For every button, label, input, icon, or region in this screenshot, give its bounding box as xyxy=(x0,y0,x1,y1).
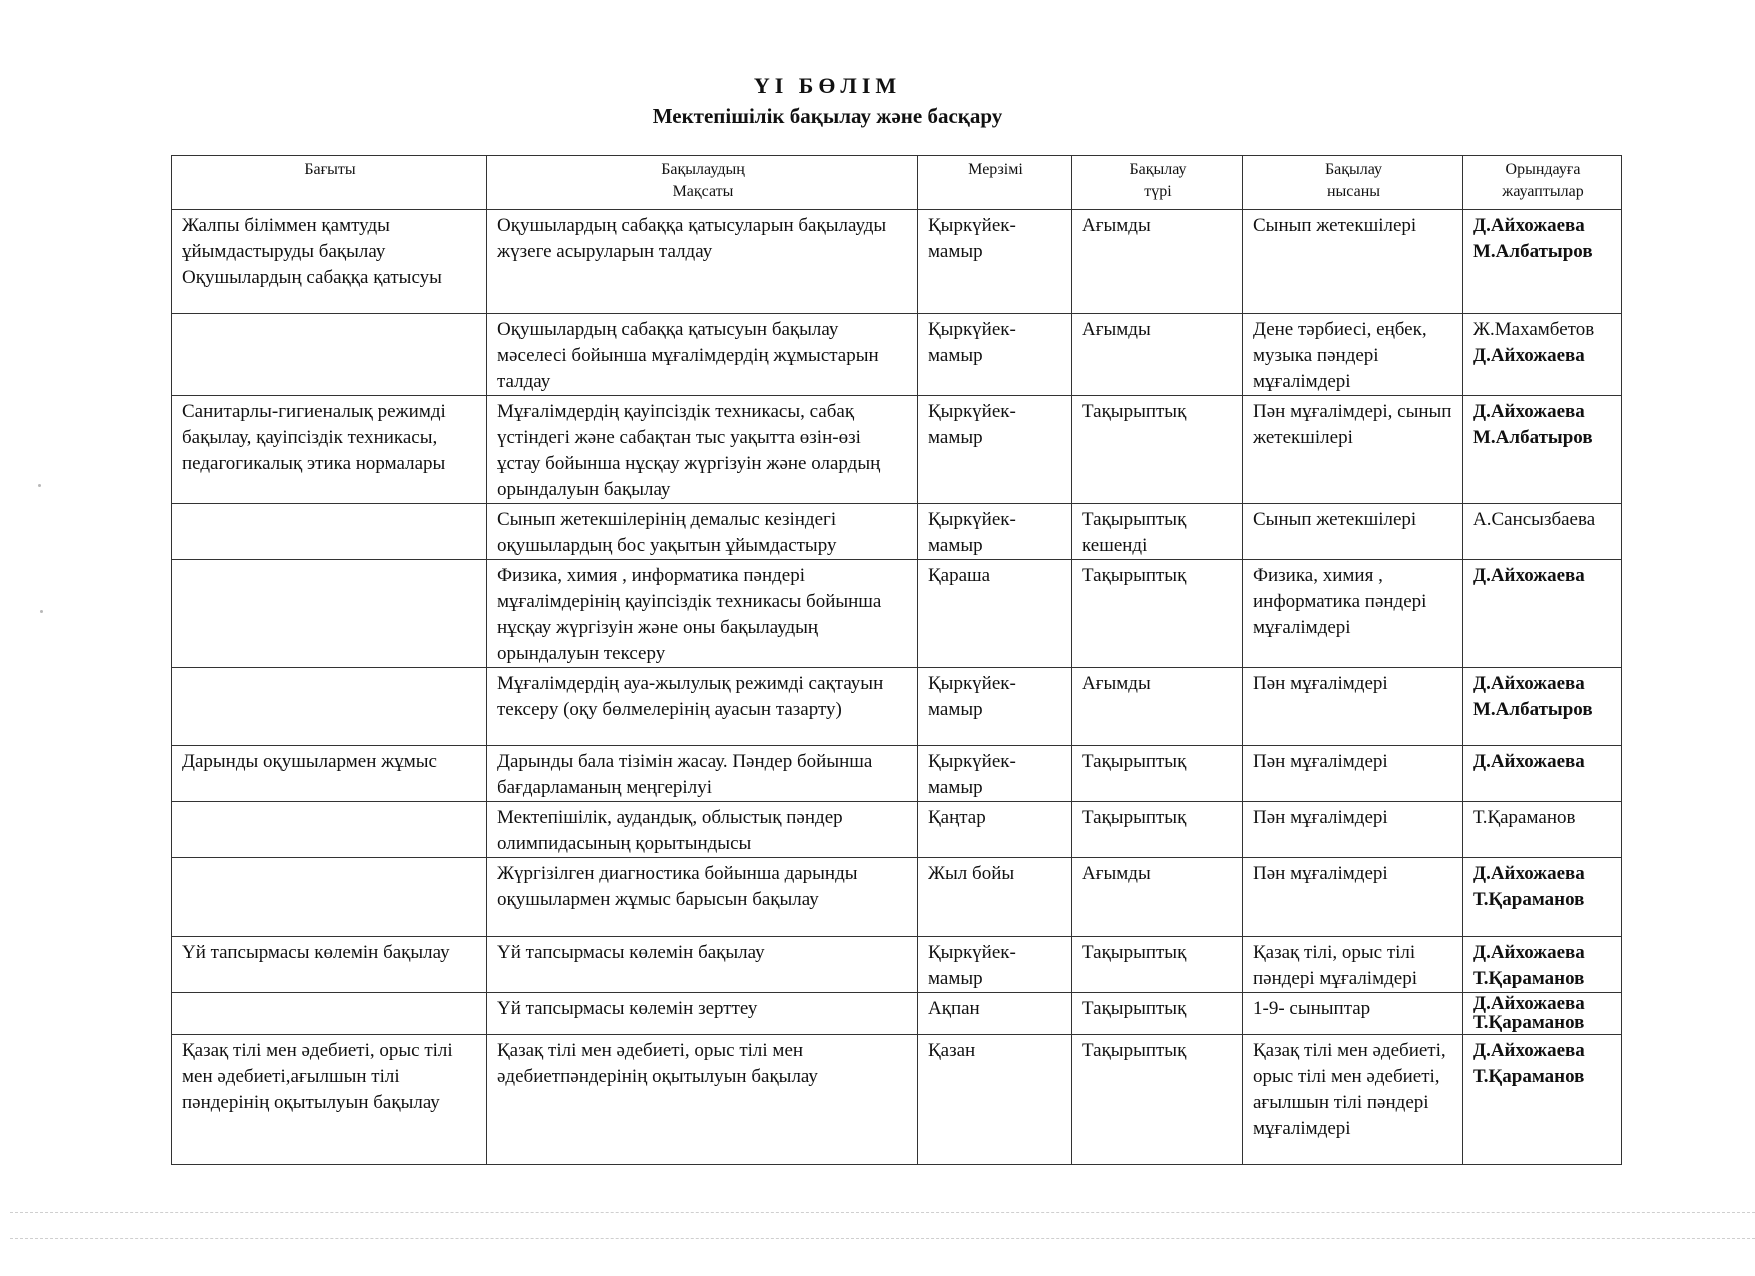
cell-responsible: Ж.Махамбетов Д.Айхожаева xyxy=(1463,314,1622,396)
document-heading xyxy=(0,72,1655,130)
cell-responsible: А.Сансызбаева xyxy=(1463,504,1622,560)
cell-responsible: Д.Айхожаева М.Албатыров xyxy=(1463,396,1622,504)
cell-direction xyxy=(172,802,487,858)
cell-type: Тақырыптық кешенді xyxy=(1072,504,1243,560)
table-row xyxy=(172,314,1622,396)
cell-term: Қыркүйек-мамыр xyxy=(918,937,1072,993)
cell-term: Ақпан xyxy=(918,993,1072,1035)
cell-term: Жыл бойы xyxy=(918,858,1072,937)
cell-object: Сынып жетекшілері xyxy=(1243,210,1463,314)
table-row xyxy=(172,993,1622,1035)
cell-term: Қазан xyxy=(918,1035,1072,1165)
cell-goal: Қазақ тілі мен әдебиеті, орыс тілі мен әдебиетпәндерінің оқытылуын бақылау xyxy=(487,1035,918,1165)
cell-responsible: Д.Айхожаева Т.Қараманов xyxy=(1463,993,1622,1035)
cell-responsible: Т.Қараманов xyxy=(1463,802,1622,858)
cell-object: Пән мұғалімдері xyxy=(1243,858,1463,937)
cell-responsible: Д.Айхожаева Т.Қараманов xyxy=(1463,937,1622,993)
section-title: ҮІ БӨЛІМ xyxy=(753,73,902,98)
cell-type: Тақырыптық xyxy=(1072,396,1243,504)
header-responsible: Орындауға жауаптылар xyxy=(1463,156,1622,210)
header-direction: Бағыты xyxy=(172,156,487,210)
cell-object: Пән мұғалімдері xyxy=(1243,668,1463,746)
cell-goal: Үй тапсырмасы көлемін бақылау xyxy=(487,937,918,993)
cell-direction: Жалпы біліммен қамтуды ұйымдастыруды бақылау Оқушылардың сабаққа қатысуы xyxy=(172,210,487,314)
cell-goal: Жүргізілген диагностика бойынша дарынды оқушылармен жұмыс барысын бақылау xyxy=(487,858,918,937)
cell-object: Қазақ тілі мен әдебиеті, орыс тілі мен әдебиеті, ағылшын тілі пәндері мұғалімдері xyxy=(1243,1035,1463,1165)
cell-direction xyxy=(172,668,487,746)
cell-direction xyxy=(172,858,487,937)
header-type: Бақылау түрі xyxy=(1072,156,1243,210)
cell-term: Қыркүйек-мамыр xyxy=(918,504,1072,560)
table-row xyxy=(172,1035,1622,1165)
cell-type: Тақырыптық xyxy=(1072,802,1243,858)
cell-goal: Үй тапсырмасы көлемін зерттеу xyxy=(487,993,918,1035)
cell-type: Ағымды xyxy=(1072,858,1243,937)
cell-goal: Дарынды бала тізімін жасау. Пәндер бойынша бағдарламаның меңгерілуі xyxy=(487,746,918,802)
cell-goal: Мектепішілік, аудандық, облыстық пәндер олимпидасының қорытындысы xyxy=(487,802,918,858)
cell-term: Қыркүйек-мамыр xyxy=(918,668,1072,746)
cell-object: Физика, химия , информатика пәндері мұғалімдері xyxy=(1243,560,1463,668)
cell-type: Тақырыптық xyxy=(1072,937,1243,993)
cell-type: Тақырыптық xyxy=(1072,746,1243,802)
cell-object: Пән мұғалімдері xyxy=(1243,802,1463,858)
table-row xyxy=(172,858,1622,937)
cell-term: Қыркүйек-мамыр xyxy=(918,210,1072,314)
cell-direction xyxy=(172,504,487,560)
cell-term: Қаңтар xyxy=(918,802,1072,858)
cell-type: Ағымды xyxy=(1072,668,1243,746)
cell-direction: Дарынды оқушылармен жұмыс xyxy=(172,746,487,802)
section-subtitle: Мектепішілік бақылау және басқару xyxy=(652,104,1003,128)
cell-direction xyxy=(172,560,487,668)
table-row xyxy=(172,504,1622,560)
cell-goal: Сынып жетекшілерінің демалыс кезіндегі оқушылардың бос уақытын ұйымдастыру xyxy=(487,504,918,560)
table-row xyxy=(172,396,1622,504)
cell-term: Қыркүйек-мамыр xyxy=(918,746,1072,802)
cell-direction xyxy=(172,993,487,1035)
cell-type: Ағымды xyxy=(1072,210,1243,314)
table-row xyxy=(172,210,1622,314)
cell-direction xyxy=(172,314,487,396)
table-row xyxy=(172,560,1622,668)
cell-type: Тақырыптық xyxy=(1072,993,1243,1035)
header-goal: Бақылаудың Мақсаты xyxy=(487,156,918,210)
cell-responsible: Д.Айхожаева Т.Қараманов xyxy=(1463,858,1622,937)
header-object: Бақылау нысаны xyxy=(1243,156,1463,210)
cell-responsible: Д.Айхожаева xyxy=(1463,560,1622,668)
cell-responsible: Д.Айхожаева Т.Қараманов xyxy=(1463,1035,1622,1165)
scan-artifact-line xyxy=(10,1238,1755,1239)
cell-type: Тақырыптық xyxy=(1072,1035,1243,1165)
cell-goal: Мұғалімдердің қауіпсіздік техникасы, сабақ үстіндегі және сабақтан тыс уақытта өзін-өзі ұстау бойынша нұсқау жүргізуін және олардың орындалуын бақылау xyxy=(487,396,918,504)
cell-goal: Физика, химия , информатика пәндері мұғалімдерінің қауіпсіздік техникасы бойынша нұсқау жүргізуін және оны бақылаудың орындалуын тексеру xyxy=(487,560,918,668)
cell-direction: Қазақ тілі мен әдебиеті, орыс тілі мен әдебиеті,ағылшын тілі пәндерінің оқытылуын бақылау xyxy=(172,1035,487,1165)
cell-object: Сынып жетекшілері xyxy=(1243,504,1463,560)
table-row xyxy=(172,668,1622,746)
cell-goal: Оқушылардың сабаққа қатысуын бақылау мәселесі бойынша мұғалімдердің жұмыстарын талдау xyxy=(487,314,918,396)
scan-artifact-line xyxy=(10,1212,1755,1213)
table-header-row xyxy=(172,156,1622,210)
cell-term: Қыркүйек-мамыр xyxy=(918,396,1072,504)
cell-direction: Санитарлы-гигиеналық режимді бақылау, қауіпсіздік техникасы, педагогикалық этика нормалары xyxy=(172,396,487,504)
scan-speck xyxy=(40,610,43,613)
cell-object: Дене тәрбиесі, еңбек, музыка пәндері мұғалімдері xyxy=(1243,314,1463,396)
table-row xyxy=(172,746,1622,802)
cell-term: Қараша xyxy=(918,560,1072,668)
table-row xyxy=(172,802,1622,858)
cell-type: Ағымды xyxy=(1072,314,1243,396)
cell-direction: Үй тапсырмасы көлемін бақылау xyxy=(172,937,487,993)
cell-type: Тақырыптық xyxy=(1072,560,1243,668)
cell-goal: Мұғалімдердің ауа-жылулық режимді сақтауын тексеру (оқу бөлмелерінің ауасын тазарту) xyxy=(487,668,918,746)
control-plan-table xyxy=(171,155,1622,1165)
scan-speck xyxy=(38,484,41,487)
cell-object: Пән мұғалімдері, сынып жетекшілері xyxy=(1243,396,1463,504)
cell-term: Қыркүйек-мамыр xyxy=(918,314,1072,396)
cell-object: Қазақ тілі, орыс тілі пәндері мұғалімдері xyxy=(1243,937,1463,993)
header-term: Мерзімі xyxy=(918,156,1072,210)
cell-responsible: Д.Айхожаева М.Албатыров xyxy=(1463,210,1622,314)
cell-goal: Оқушылардың сабаққа қатысуларын бақылауды жүзеге асыруларын талдау xyxy=(487,210,918,314)
cell-responsible: Д.Айхожаева М.Албатыров xyxy=(1463,668,1622,746)
cell-responsible: Д.Айхожаева xyxy=(1463,746,1622,802)
cell-object: Пән мұғалімдері xyxy=(1243,746,1463,802)
cell-object: 1-9- сыныптар xyxy=(1243,993,1463,1035)
table-row xyxy=(172,937,1622,993)
